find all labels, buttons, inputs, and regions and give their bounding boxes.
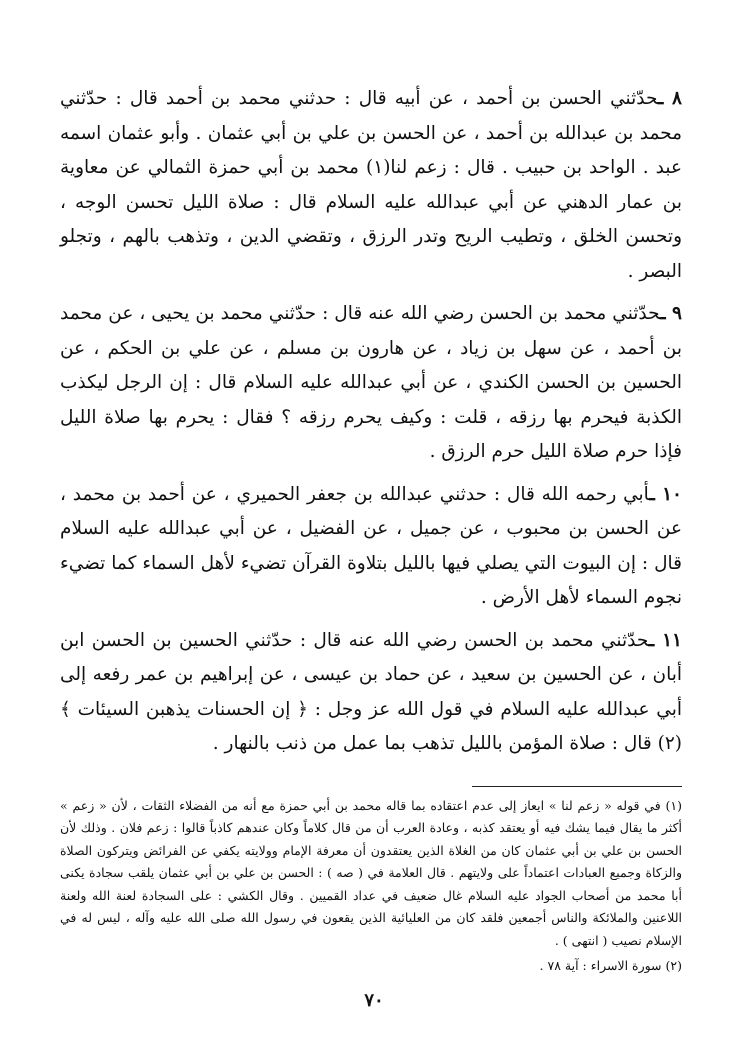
page-number: ٧٠ (364, 990, 384, 1011)
footnote: (١) في قوله « زعم لنا » ايعاز إلى عدم اعتقاده بما قاله محمد بن أبي حمزة مع أنه من الفضلاء الثقات ، لأن « زعم » أكثر ما يقال فيما يشك فيه أو يعتقد كذبه ، وعادة العرب أن من قال كلاماً وكان عندهم كاذباً قالوا : زعم فلان . وذلك لأن الحسن بن علي بن أبي عثمان كان من الغلاة الذين يعتقدون أن معرفة الإمام وولايته يكفي عن الفرائض ويتركون الصلاة والزكاة وجميع العبادات اعتماداً على ولايتهم . قال العلامة في ( صه ) : الحسن بن علي بن أبي عثمان يلقب سجادة يكنى أبا محمد من أصحاب الجواد عليه السلام غال ضعيف في عداد القميين . وقال الكشي : على السجادة لعنة الله ولعنة اللاعنين والملائكة والناس أجمعين فلقد كان من العليائية الذين يقعون في رسول الله صلى الله عليه وآله ، ليس له في الإسلام نصيب ( انتهى ) . (60, 797, 682, 948)
hadith-number: ٩ ـ (660, 303, 682, 324)
main-text (60, 82, 682, 762)
hadith-paragraph (60, 297, 682, 470)
hadith-paragraph (60, 82, 682, 289)
hadith-number: ٨ ـ (657, 88, 682, 109)
hadith-text: أبي رحمه الله قال : حدثني عبدالله بن جعفر الحميري ، عن أحمد بن محمد ، عن الحسن بن محبوب ، عن جميل ، عن الفضيل ، عن أبي عبدالله عليه السلام قال : إن البيوت التي يصلي فيها بالليل بتلاوة القرآن تضيء لأهل السماء كما تضيء نجوم السماء لأهل الأرض . (60, 483, 682, 608)
book-page (60, 82, 682, 981)
hadith-number: ١٠ ـ (649, 483, 682, 505)
footnotes (60, 795, 682, 978)
footnote-separator (472, 786, 682, 787)
hadith-number: ١١ ـ (648, 629, 682, 651)
hadith-paragraph (60, 478, 682, 616)
hadith-text: حدّثني محمد بن الحسن رضي الله عنه قال : حدّثني محمد بن يحيى ، عن محمد بن أحمد ، عن سهل بن زياد ، عن هارون بن مسلم ، عن علي بن الحكم ، عن الحسين بن الحسن الكندي ، عن أبي عبدالله عليه السلام قال : إن الرجل ليكذب الكذبة فيحرم بها رزقه ، قلت : وكيف يحرم رزقه ؟ فقال : يحرم بها صلاة الليل فإذا حرم صلاة الليل حرم الرزق . (60, 303, 682, 462)
hadith-paragraph (60, 624, 682, 762)
hadith-text: حدّثني الحسن بن أحمد ، عن أبيه قال : حدثني محمد بن أحمد قال : حدّثني محمد بن عبدالله بن أحمد ، عن الحسن بن علي بن أبي عثمان . وأبو عثمان اسمه عبد . الواحد بن حبيب . قال : زعم لنا(١) محمد بن أبي حمزة الثمالي عن معاوية بن عمار الدهني عن أبي عبدالله عليه السلام قال : صلاة الليل تحسن الوجه ، وتحسن الخلق ، وتطيب الريح وتدر الرزق ، وتقضي الدين ، وتذهب بالهم ، وتجلو البصر . (60, 88, 682, 282)
hadith-text: حدّثني محمد بن الحسن رضي الله عنه قال : حدّثني الحسين بن الحسن ابن أبان ، عن الحسين بن سعيد ، عن حماد بن عيسى ، عن إبراهيم بن عمر رفعه إلى أبي عبدالله عليه السلام في قول الله عز وجل : ﴿ إن الحسنات يذهبن السيئات ﴾(٢) قال : صلاة المؤمن بالليل تذهب بما عمل من ذنب بالنهار . (60, 629, 683, 754)
footnote: (٢) سورة الاسراء : آية ٧٨ . (539, 958, 682, 973)
